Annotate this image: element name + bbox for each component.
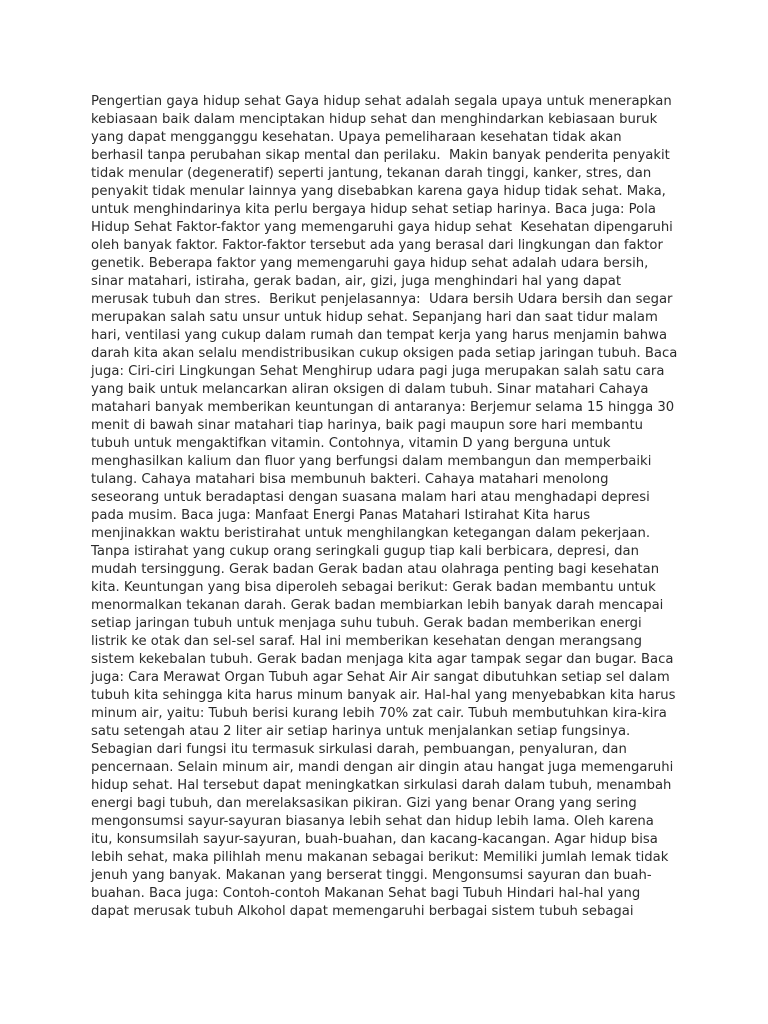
text-line: itu, konsumsilah sayur-sayuran, buah-buahan, dan kacang-kacangan. Agar hidup bisa [91, 832, 658, 847]
text-line: pencernaan. Selain minum air, mandi dengan air dingin atau hangat juga memengaruhi [91, 760, 674, 775]
text-line: berhasil tanpa perubahan sikap mental dan perilaku. Makin banyak penderita penyakit [91, 148, 670, 163]
text-line: tubuh untuk mengaktifkan vitamin. Contohnya, vitamin D yang berguna untuk [91, 436, 611, 451]
text-line: menormalkan tekanan darah. Gerak badan membiarkan lebih banyak darah mencapai [91, 598, 664, 613]
text-line: menjinakkan waktu beristirahat untuk menghilangkan ketegangan dalam pekerjaan. [91, 526, 651, 541]
text-line: setiap jaringan tubuh untuk menjaga suhu tubuh. Gerak badan memberikan energi [91, 616, 642, 631]
text-line: tulang. Cahaya matahari bisa membunuh bakteri. Cahaya matahari menolong [91, 472, 609, 487]
text-line: dapat merusak tubuh Alkohol dapat memengaruhi berbagai sistem tubuh sebagai [91, 904, 634, 919]
text-line: tidak menular (degeneratif) seperti jantung, tekanan darah tinggi, kanker, stres, dan [91, 166, 652, 181]
text-line: hidup sehat. Hal tersebut dapat meningkatkan sirkulasi darah dalam tubuh, menambah [91, 778, 672, 793]
text-line: Hidup Sehat Faktor-faktor yang memengaruhi gaya hidup sehat Kesehatan dipengaruhi [91, 220, 673, 235]
text-line: sinar matahari, istiraha, gerak badan, air, gizi, juga menghindari hal yang dapat [91, 274, 622, 289]
text-line: listrik ke otak dan sel-sel saraf. Hal ini memberikan kesehatan dengan merangsang [91, 634, 643, 649]
text-line: penyakit tidak menular lainnya yang disebabkan karena gaya hidup tidak sehat. Maka, [91, 184, 666, 199]
text-line: mudah tersinggung. Gerak badan Gerak badan atau olahraga penting bagi kesehatan [91, 562, 660, 577]
text-line: genetik. Beberapa faktor yang memengaruhi gaya hidup sehat adalah udara bersih, [91, 256, 649, 271]
text-line: Sebagian dari fungsi itu termasuk sirkulasi darah, pembuangan, penyaluran, dan [91, 742, 627, 757]
text-line: seseorang untuk beradaptasi dengan suasana malam hari atau menghadapi depresi [91, 490, 650, 505]
text-line: lebih sehat, maka pilihlah menu makanan sebagai berikut: Memiliki jumlah lemak tidak [91, 850, 669, 865]
text-line: pada musim. Baca juga: Manfaat Energi Panas Matahari Istirahat Kita harus [91, 508, 591, 523]
text-line: menghasilkan kalium dan fluor yang berfungsi dalam membangun dan memperbaiki [91, 454, 652, 469]
text-line: oleh banyak faktor. Faktor-faktor tersebut ada yang berasal dari lingkungan dan faktor [91, 238, 663, 253]
text-line: yang baik untuk melancarkan aliran oksigen di dalam tubuh. Sinar matahari Cahaya [91, 382, 649, 397]
text-line: menit di bawah sinar matahari tiap harinya, baik pagi maupun sore hari membantu [91, 418, 643, 433]
text-line: merupakan salah satu unsur untuk hidup sehat. Sepanjang hari dan saat tidur malam [91, 310, 658, 325]
text-line: Tanpa istirahat yang cukup orang seringkali gugup tiap kali berbicara, depresi, dan [91, 544, 639, 559]
text-line: jenuh yang banyak. Makanan yang berserat tinggi. Mengonsumsi sayuran dan buah- [91, 868, 652, 883]
text-line: satu setengah atau 2 liter air setiap harinya untuk menjalankan setiap fungsinya. [91, 724, 631, 739]
text-line: juga: Ciri-ciri Lingkungan Sehat Menghirup udara pagi juga merupakan salah satu cara [91, 364, 665, 379]
text-line: minum air, yaitu: Tubuh berisi kurang lebih 70% zat cair. Tubuh membutuhkan kira-kira [91, 706, 667, 721]
body-text [91, 93, 691, 921]
text-line: Pengertian gaya hidup sehat Gaya hidup sehat adalah segala upaya untuk menerapkan [91, 94, 672, 109]
text-line: merusak tubuh dan stres. Berikut penjelasannya: Udara bersih Udara bersih dan segar [91, 292, 673, 307]
text-line: sistem kekebalan tubuh. Gerak badan menjaga kita agar tampak segar dan bugar. Baca [91, 652, 674, 667]
text-line: kita. Keuntungan yang bisa diperoleh sebagai berikut: Gerak badan membantu untuk [91, 580, 656, 595]
text-line: yang dapat mengganggu kesehatan. Upaya pemeliharaan kesehatan tidak akan [91, 130, 622, 145]
text-line: untuk menghindarinya kita perlu bergaya hidup sehat setiap harinya. Baca juga: Pola [91, 202, 656, 217]
text-line: hari, ventilasi yang cukup dalam rumah dan tempat kerja yang harus menjamin bahwa [91, 328, 668, 343]
text-line: tubuh kita sehingga kita harus minum banyak air. Hal-hal yang menyebabkan kita harus [91, 688, 676, 703]
text-line: matahari banyak memberikan keuntungan di antaranya: Berjemur selama 15 hingga 30 [91, 400, 675, 415]
text-line: kebiasaan baik dalam menciptakan hidup sehat dan menghindarkan kebiasaan buruk [91, 112, 658, 127]
text-line: juga: Cara Merawat Organ Tubuh agar Sehat Air Air sangat dibutuhkan setiap sel dalam [91, 670, 670, 685]
text-line: darah kita akan selalu mendistribusikan cukup oksigen pada setiap jaringan tubuh. Baca [91, 346, 678, 361]
text-line: buahan. Baca juga: Contoh-contoh Makanan Sehat bagi Tubuh Hindari hal-hal yang [91, 886, 641, 901]
text-line: mengonsumsi sayur-sayuran biasanya lebih sehat dan hidup lebih lama. Oleh karena [91, 814, 654, 829]
text-line: energi bagi tubuh, dan merelaksasikan pikiran. Gizi yang benar Orang yang sering [91, 796, 637, 811]
